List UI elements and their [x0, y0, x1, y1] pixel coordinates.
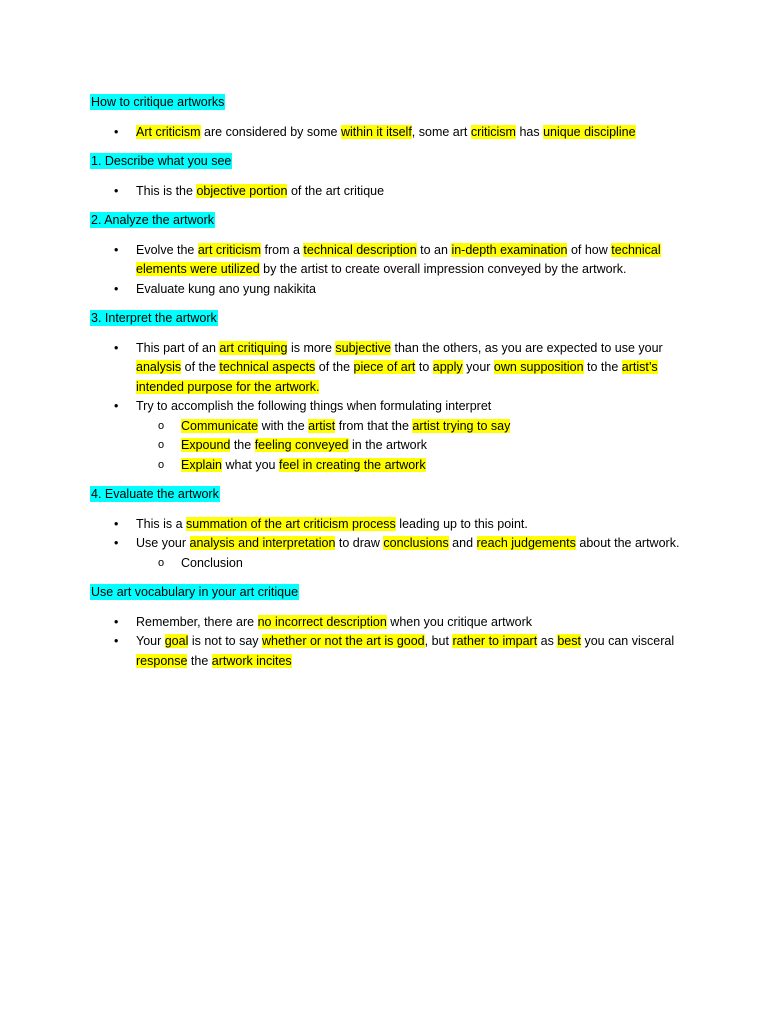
bullet-list	[90, 123, 680, 143]
section-heading	[90, 583, 680, 603]
section-heading-text: How to critique artworks	[91, 95, 225, 109]
text-run: to draw	[335, 536, 384, 550]
highlighted-text: conclusions	[383, 536, 449, 550]
text-run: by the artist to create overall impression conveyed by the artwork.	[259, 262, 627, 276]
text-run: when you critique artwork	[386, 614, 533, 629]
text-run: Remember, there are	[136, 614, 258, 629]
bullet-item	[90, 397, 680, 475]
section-heading-text: 2. Analyze the artwork	[91, 213, 214, 227]
text-run: and	[448, 536, 477, 550]
highlighted-text: feel in creating the artwork	[278, 457, 426, 472]
highlighted-text: unique discipline	[543, 124, 636, 139]
highlighted-text: Explain	[181, 457, 222, 472]
bullet-item	[90, 613, 680, 633]
bullet-list	[90, 182, 680, 202]
section	[90, 583, 680, 671]
text-run: you can visceral	[581, 634, 675, 648]
bullet-list	[90, 613, 680, 672]
sub-bullet-item	[136, 554, 680, 574]
section-heading	[90, 93, 680, 113]
highlighted-text: whether or not the art is good	[262, 634, 425, 648]
text-run: in the artwork	[348, 438, 428, 452]
highlighted-text: artist trying to say	[412, 418, 511, 433]
highlighted-text: Communicate	[181, 418, 259, 433]
section-heading-text: Use art vocabulary in your art critique	[91, 585, 299, 599]
text-run: from a	[261, 242, 304, 257]
section-heading	[90, 309, 680, 329]
highlighted-text: technical elements were utilized	[136, 242, 661, 276]
highlighted-text: rather to impart	[452, 634, 538, 648]
highlighted-text: own supposition	[493, 360, 584, 374]
text-run: about the artwork.	[575, 536, 680, 550]
section-heading-text: 4. Evaluate the artwork	[91, 487, 219, 501]
text-run: Your	[136, 634, 165, 648]
section	[90, 309, 680, 475]
text-run: leading up to this point.	[395, 516, 528, 531]
section	[90, 485, 680, 573]
text-run: of how	[567, 242, 612, 257]
highlighted-text: objective portion	[196, 183, 288, 198]
text-run: Evaluate kung ano yung nakikita	[136, 281, 316, 296]
text-run: of the	[181, 360, 220, 374]
text-run: as	[537, 634, 558, 648]
bullet-item	[90, 534, 680, 573]
highlighted-text: apply	[432, 360, 463, 374]
text-run: Try to accomplish the following things when formulating interpret	[136, 399, 492, 413]
bullet-item	[90, 339, 680, 398]
text-run: , some art	[411, 124, 471, 139]
highlighted-text: analysis	[136, 360, 182, 374]
section	[90, 211, 680, 299]
bullet-item	[90, 632, 680, 671]
section-heading	[90, 152, 680, 172]
document-body	[90, 93, 680, 681]
highlighted-text: subjective	[335, 340, 391, 355]
section	[90, 152, 680, 201]
text-run: with the	[258, 418, 309, 433]
highlighted-text: criticism	[470, 124, 516, 139]
text-run: is not to say	[188, 634, 263, 648]
text-run: the	[187, 653, 212, 668]
section-heading-text: 3. Interpret the artwork	[91, 311, 217, 325]
text-run: to an	[416, 242, 452, 257]
bullet-list	[90, 339, 680, 476]
highlighted-text: summation of the art criticism process	[186, 516, 396, 531]
section-heading-text: 1. Describe what you see	[91, 154, 232, 168]
bullet-list	[90, 515, 680, 574]
text-run: , but	[424, 634, 453, 648]
section-heading	[90, 211, 680, 231]
sub-bullet-item	[136, 436, 680, 456]
text-run: what you	[222, 457, 279, 472]
highlighted-text: piece of art	[353, 360, 416, 374]
bullet-item	[90, 123, 680, 143]
sub-bullet-list	[136, 554, 680, 574]
highlighted-text: within it itself	[340, 124, 412, 139]
highlighted-text: art criticism	[197, 242, 262, 257]
highlighted-text: response	[136, 653, 188, 668]
text-run: This is a	[136, 516, 187, 531]
highlighted-text: art critiquing	[219, 340, 288, 355]
highlighted-text: Expound	[181, 438, 231, 452]
sub-bullet-item	[136, 417, 680, 437]
highlighted-text: in-depth examination	[451, 242, 568, 257]
text-run: of the	[315, 360, 354, 374]
text-run: has	[515, 124, 544, 139]
text-run: from that the	[335, 418, 413, 433]
bullet-item	[90, 241, 680, 280]
text-run: is more	[287, 340, 336, 355]
text-run: to	[415, 360, 433, 374]
highlighted-text: artwork incites	[211, 653, 292, 668]
text-run: the	[230, 438, 255, 452]
sub-bullet-list	[136, 417, 680, 476]
text-run: This part of an	[136, 340, 220, 355]
highlighted-text: technical description	[303, 242, 417, 257]
section-heading	[90, 485, 680, 505]
highlighted-text: artist’s intended purpose for the artwork.	[136, 360, 658, 394]
highlighted-text: Art criticism	[136, 124, 201, 139]
section	[90, 93, 680, 142]
sub-bullet-item	[136, 456, 680, 476]
highlighted-text: artist	[308, 418, 336, 433]
text-run: Conclusion	[181, 555, 243, 570]
highlighted-text: technical aspects	[219, 360, 316, 374]
text-run: your	[462, 360, 494, 374]
bullet-item	[90, 182, 680, 202]
bullet-item	[90, 515, 680, 535]
highlighted-text: goal	[164, 634, 189, 648]
text-run: are considered by some	[200, 124, 341, 139]
text-run: of the art critique	[287, 183, 385, 198]
text-run: Evolve the	[136, 242, 198, 257]
highlighted-text: feeling conveyed	[254, 438, 349, 452]
highlighted-text: analysis and interpretation	[189, 536, 336, 550]
highlighted-text: reach judgements	[476, 536, 576, 550]
bullet-list	[90, 241, 680, 300]
highlighted-text: no incorrect description	[257, 614, 387, 629]
text-run: to the	[583, 360, 622, 374]
text-run: than the others, as you are expected to use your	[391, 340, 663, 355]
text-run: This is the	[136, 183, 197, 198]
bullet-item	[90, 280, 680, 300]
highlighted-text: best	[557, 634, 581, 648]
text-run: Use your	[136, 536, 190, 550]
